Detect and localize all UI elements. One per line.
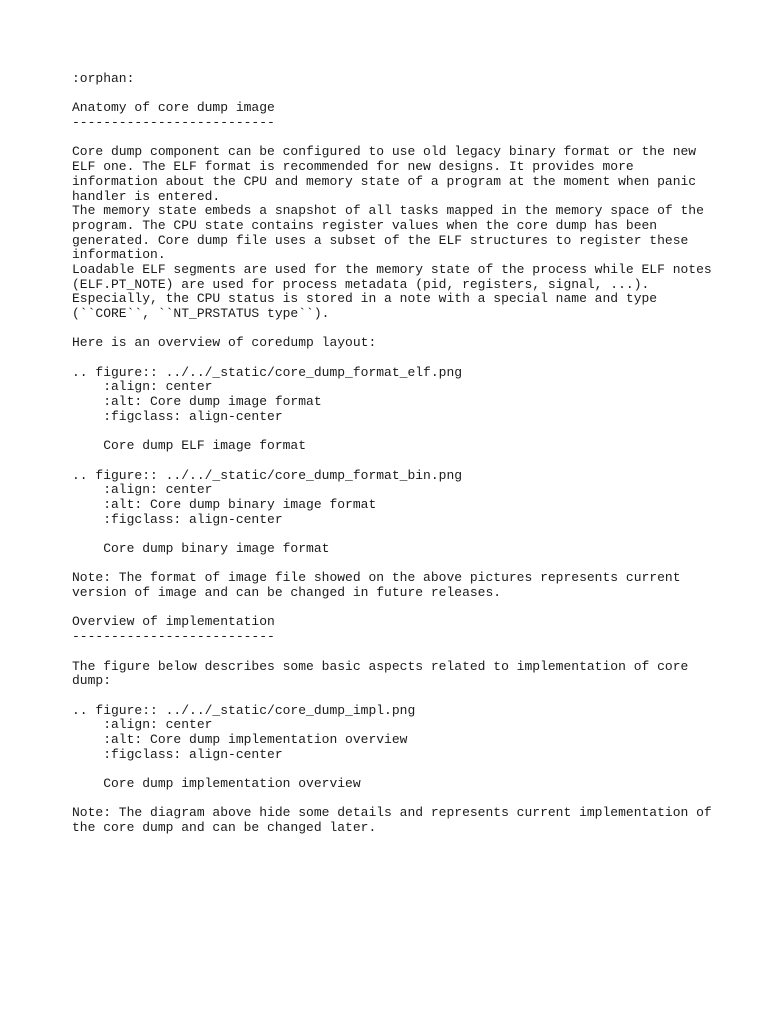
text-line: :align: center <box>72 717 213 733</box>
text-line <box>72 131 712 146</box>
text-line: .. figure:: ../../_static/core_dump_format_bin.png <box>72 467 463 483</box>
text-line <box>72 527 712 542</box>
text-line <box>72 645 712 660</box>
text-line: generated. Core dump file uses a subset of the ELF structures to register these <box>72 232 689 248</box>
text-line <box>72 762 712 777</box>
text-line: (``CORE``, ``NT_PRSTATUS type``). <box>72 306 330 321</box>
text-line: Core dump component can be configured to use old legacy binary format or the new <box>72 144 697 160</box>
text-line <box>72 689 712 704</box>
text-line: Anatomy of core dump image <box>72 100 275 116</box>
text-line: :figclass: align-center <box>72 746 283 762</box>
text-line: Core dump implementation overview <box>72 776 361 791</box>
text-line: information about the CPU and memory state of a program at the moment when panic <box>72 173 697 189</box>
text-line: dump: <box>72 673 112 689</box>
text-line: :orphan: <box>72 71 135 86</box>
text-line: ELF one. The ELF format is recommended for new designs. It provides more <box>72 159 634 175</box>
text-line: :figclass: align-center <box>72 511 283 527</box>
text-line: Here is an overview of coredump layout: <box>72 335 377 351</box>
document-text <box>72 72 712 836</box>
text-line <box>72 322 712 337</box>
text-line: version of image and can be changed in future releases. <box>72 585 502 601</box>
text-line: (ELF.PT_NOTE) are used for process metadata (pid, registers, signal, ...). <box>72 276 650 292</box>
text-line: .. figure:: ../../_static/core_dump_format_elf.png <box>72 364 463 380</box>
text-line: Note: The format of image file showed on the above pictures represents current <box>72 570 681 586</box>
text-line: Core dump ELF image format <box>72 438 307 454</box>
text-line <box>72 425 712 440</box>
text-line: :alt: Core dump implementation overview <box>72 731 408 747</box>
text-line: program. The CPU state contains register values when the core dump has been <box>72 217 658 233</box>
text-line: Especially, the CPU status is stored in a note with a special name and type <box>72 291 658 307</box>
text-line: information. <box>72 247 166 263</box>
text-line <box>72 454 712 469</box>
text-line: .. figure:: ../../_static/core_dump_impl.png <box>72 702 416 718</box>
text-line <box>72 351 712 366</box>
text-line: Core dump binary image format <box>72 541 330 556</box>
text-line <box>72 601 712 616</box>
text-line <box>72 792 712 807</box>
text-line: the core dump and can be changed later. <box>72 820 377 836</box>
text-line: handler is entered. <box>72 188 221 204</box>
text-line: The figure below describes some basic aspects related to implementation of core <box>72 658 689 674</box>
text-line <box>72 557 712 572</box>
text-line: :alt: Core dump binary image format <box>72 496 377 512</box>
text-line: -------------------------- <box>72 115 275 131</box>
text-line: The memory state embeds a snapshot of all tasks mapped in the memory space of the <box>72 203 704 219</box>
text-line: :align: center <box>72 482 213 498</box>
text-line: :align: center <box>72 379 213 395</box>
text-line <box>72 87 712 102</box>
text-line: Overview of implementation <box>72 614 275 630</box>
text-line: :figclass: align-center <box>72 408 283 424</box>
text-line: Loadable ELF segments are used for the memory state of the process while ELF notes <box>72 261 712 277</box>
text-line: :alt: Core dump image format <box>72 394 322 410</box>
text-line: Note: The diagram above hide some details and represents current implementation of <box>72 805 712 821</box>
text-line: -------------------------- <box>72 629 275 645</box>
